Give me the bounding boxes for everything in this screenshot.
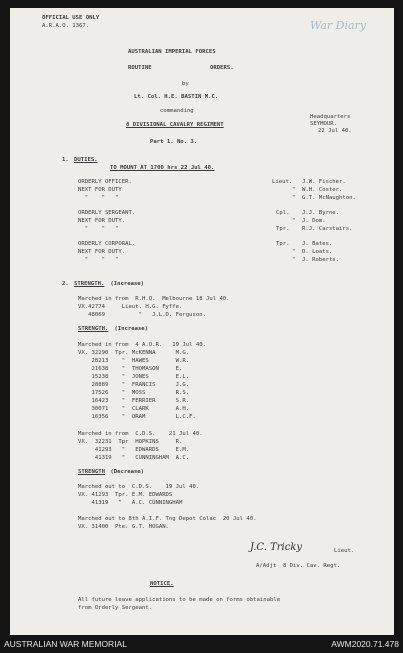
duty-name: J. Bates. xyxy=(302,241,333,247)
commanding-label: commanding xyxy=(160,108,194,114)
hq-line-3: 22 Jul 40. xyxy=(318,128,352,134)
duty-name: R.J. Carstairs. xyxy=(302,226,353,232)
strength-line: Marched out to C.D.S. 19 Jul 40. xyxy=(78,484,200,490)
section-2-number: 2. xyxy=(62,281,69,287)
strength-line: VX. 32290 Tpr. McKENNA M.G. xyxy=(78,350,190,356)
footer-source: AUSTRALIAN WAR MEMORIAL xyxy=(4,639,127,649)
official-use-label: OFFICIAL USE ONLY xyxy=(42,15,100,21)
signature-rank: Lieut. xyxy=(334,548,355,554)
duty-rank: " xyxy=(292,257,296,263)
strength-line: 17526 " MOSS R.S. xyxy=(78,390,190,396)
strength-line: VX. 31400 Pte. G.T. HOGAN. xyxy=(78,524,169,530)
strength-line: 41293 " EDWARDS E.M. xyxy=(78,447,190,453)
duty-role: ORDERLY OFFICER. xyxy=(78,179,132,185)
duty-role: ORDERLY SERGEANT. xyxy=(78,210,136,216)
force-title: AUSTRALIAN IMPERIAL FORCES xyxy=(128,49,216,55)
duty-role: " " " xyxy=(78,195,119,201)
strength-line: 48069 " J.L.D. Ferguson. xyxy=(78,312,206,318)
strength-line: Marched in from C.D.S. 21 Jul 40. xyxy=(78,431,203,437)
regiment-name: 8 DIVISIONAL CAVALRY REGIMENT xyxy=(126,122,224,128)
section-1-number: 1. xyxy=(62,157,69,163)
duty-role: NEXT FOR DUTY. xyxy=(78,249,126,255)
strength-line: VX.42774 Lieut. H.G. Fyffe. xyxy=(78,304,183,310)
duty-name: J. Roberts. xyxy=(302,257,340,263)
strength-line: Marched out to 8th A.I.F. Tng Depot Colac 20 Jul 40. xyxy=(78,516,257,522)
footer-catalog-id: AWM2020.71.478 xyxy=(331,639,399,649)
hq-line-2: SEYMOUR. xyxy=(310,121,337,127)
duty-rank: Cpl. xyxy=(276,210,290,216)
duty-role: NEXT FOR DUTY. xyxy=(78,218,126,224)
reference-number: A.R.A.O. 1367. xyxy=(42,23,90,29)
document-page xyxy=(10,8,394,635)
strength-line: VX. 41293 Tpr. E.M. EDWARDS xyxy=(78,492,173,498)
duty-rank: Tpr. xyxy=(276,241,290,247)
duty-role: ORDERLY CORPORAL. xyxy=(78,241,136,247)
notice-line: All future leave applications to be made on forms obtainable xyxy=(78,597,281,603)
duty-rank: " xyxy=(292,218,296,224)
duties-title: DUTIES. xyxy=(74,157,98,163)
commander-name: Lt. Col. H.E. BASTIN M.C. xyxy=(134,94,219,100)
duty-role: " " " xyxy=(78,257,119,263)
duty-role: " " " xyxy=(78,226,119,232)
duty-role: NEXT FOR DUTY xyxy=(78,187,122,193)
strength-line: 21638 " THOMASON E. xyxy=(78,366,183,372)
strength-line: 28213 " HAWES W.R. xyxy=(78,358,190,364)
duty-rank: Lieut. xyxy=(272,179,293,185)
strength-increase-label: (Increase) xyxy=(111,326,149,332)
strength-line: VX. 32231 Tpr HOPKINS R. xyxy=(78,439,183,445)
duty-rank: " xyxy=(292,187,296,193)
duty-rank: Tpr. xyxy=(276,226,290,232)
hq-line-1: Headquarters xyxy=(310,114,351,120)
notice-title: NOTICE. xyxy=(150,581,174,587)
handwritten-signature: J.C. Tricky xyxy=(250,542,303,553)
strength-title: STRENGTH xyxy=(78,469,105,475)
strength-line: 41319 " A.C. CUNNINGHAM xyxy=(78,500,183,506)
strength-line: 16423 " FERRIER S.R. xyxy=(78,398,190,404)
strength-decrease-label: (Decrease) xyxy=(107,469,145,475)
duty-rank: " xyxy=(292,195,296,201)
strength-line: 28889 " FRANCIS J.G. xyxy=(78,382,190,388)
strength-line: 41319 " CUNNINGHAM A.C. xyxy=(78,455,190,461)
strength-line: 30071 " CLARK A.H. xyxy=(78,406,190,412)
by-label: by xyxy=(182,81,189,87)
strength-increase-label: (Increase) xyxy=(107,281,145,287)
duty-rank: " xyxy=(292,249,296,255)
orders-label: ORDERS. xyxy=(210,65,234,71)
routine-label: ROUTINE xyxy=(128,65,152,71)
footer-bar xyxy=(0,635,403,653)
duty-name: W.H. Coster. xyxy=(302,187,343,193)
strength-line: 15238 " JONES E.L. xyxy=(78,374,190,380)
strength-title: STRENGTH. xyxy=(78,326,109,332)
duty-name: J. Dom. xyxy=(302,218,326,224)
duty-name: D. Loats. xyxy=(302,249,333,255)
duties-mount-line: TO MOUNT AT 1700 hrs 22 Jul 40. xyxy=(110,165,215,171)
war-diary-stamp: War Diary xyxy=(310,19,367,32)
strength-line: Marched in from R.H.Q. Melbourne 18 Jul 40. xyxy=(78,296,230,302)
strength-line: Marched in from 4 A.O.R. 19 Jul 40. xyxy=(78,342,206,348)
part-number: Part 1. No. 3. xyxy=(150,139,198,145)
notice-line: from Orderly Sergeant. xyxy=(78,605,153,611)
strength-line: 16356 " ORAM L.C.F. xyxy=(78,414,196,420)
duty-name: G.T. McNaughton. xyxy=(302,195,356,201)
duty-name: J.J. Byrne. xyxy=(302,210,340,216)
strength-title: STRENGTH. xyxy=(74,281,105,287)
duty-name: J.W. Fischer. xyxy=(302,179,346,185)
signature-title: A/Adjt 8 Div. Cav. Regt. xyxy=(256,563,341,569)
